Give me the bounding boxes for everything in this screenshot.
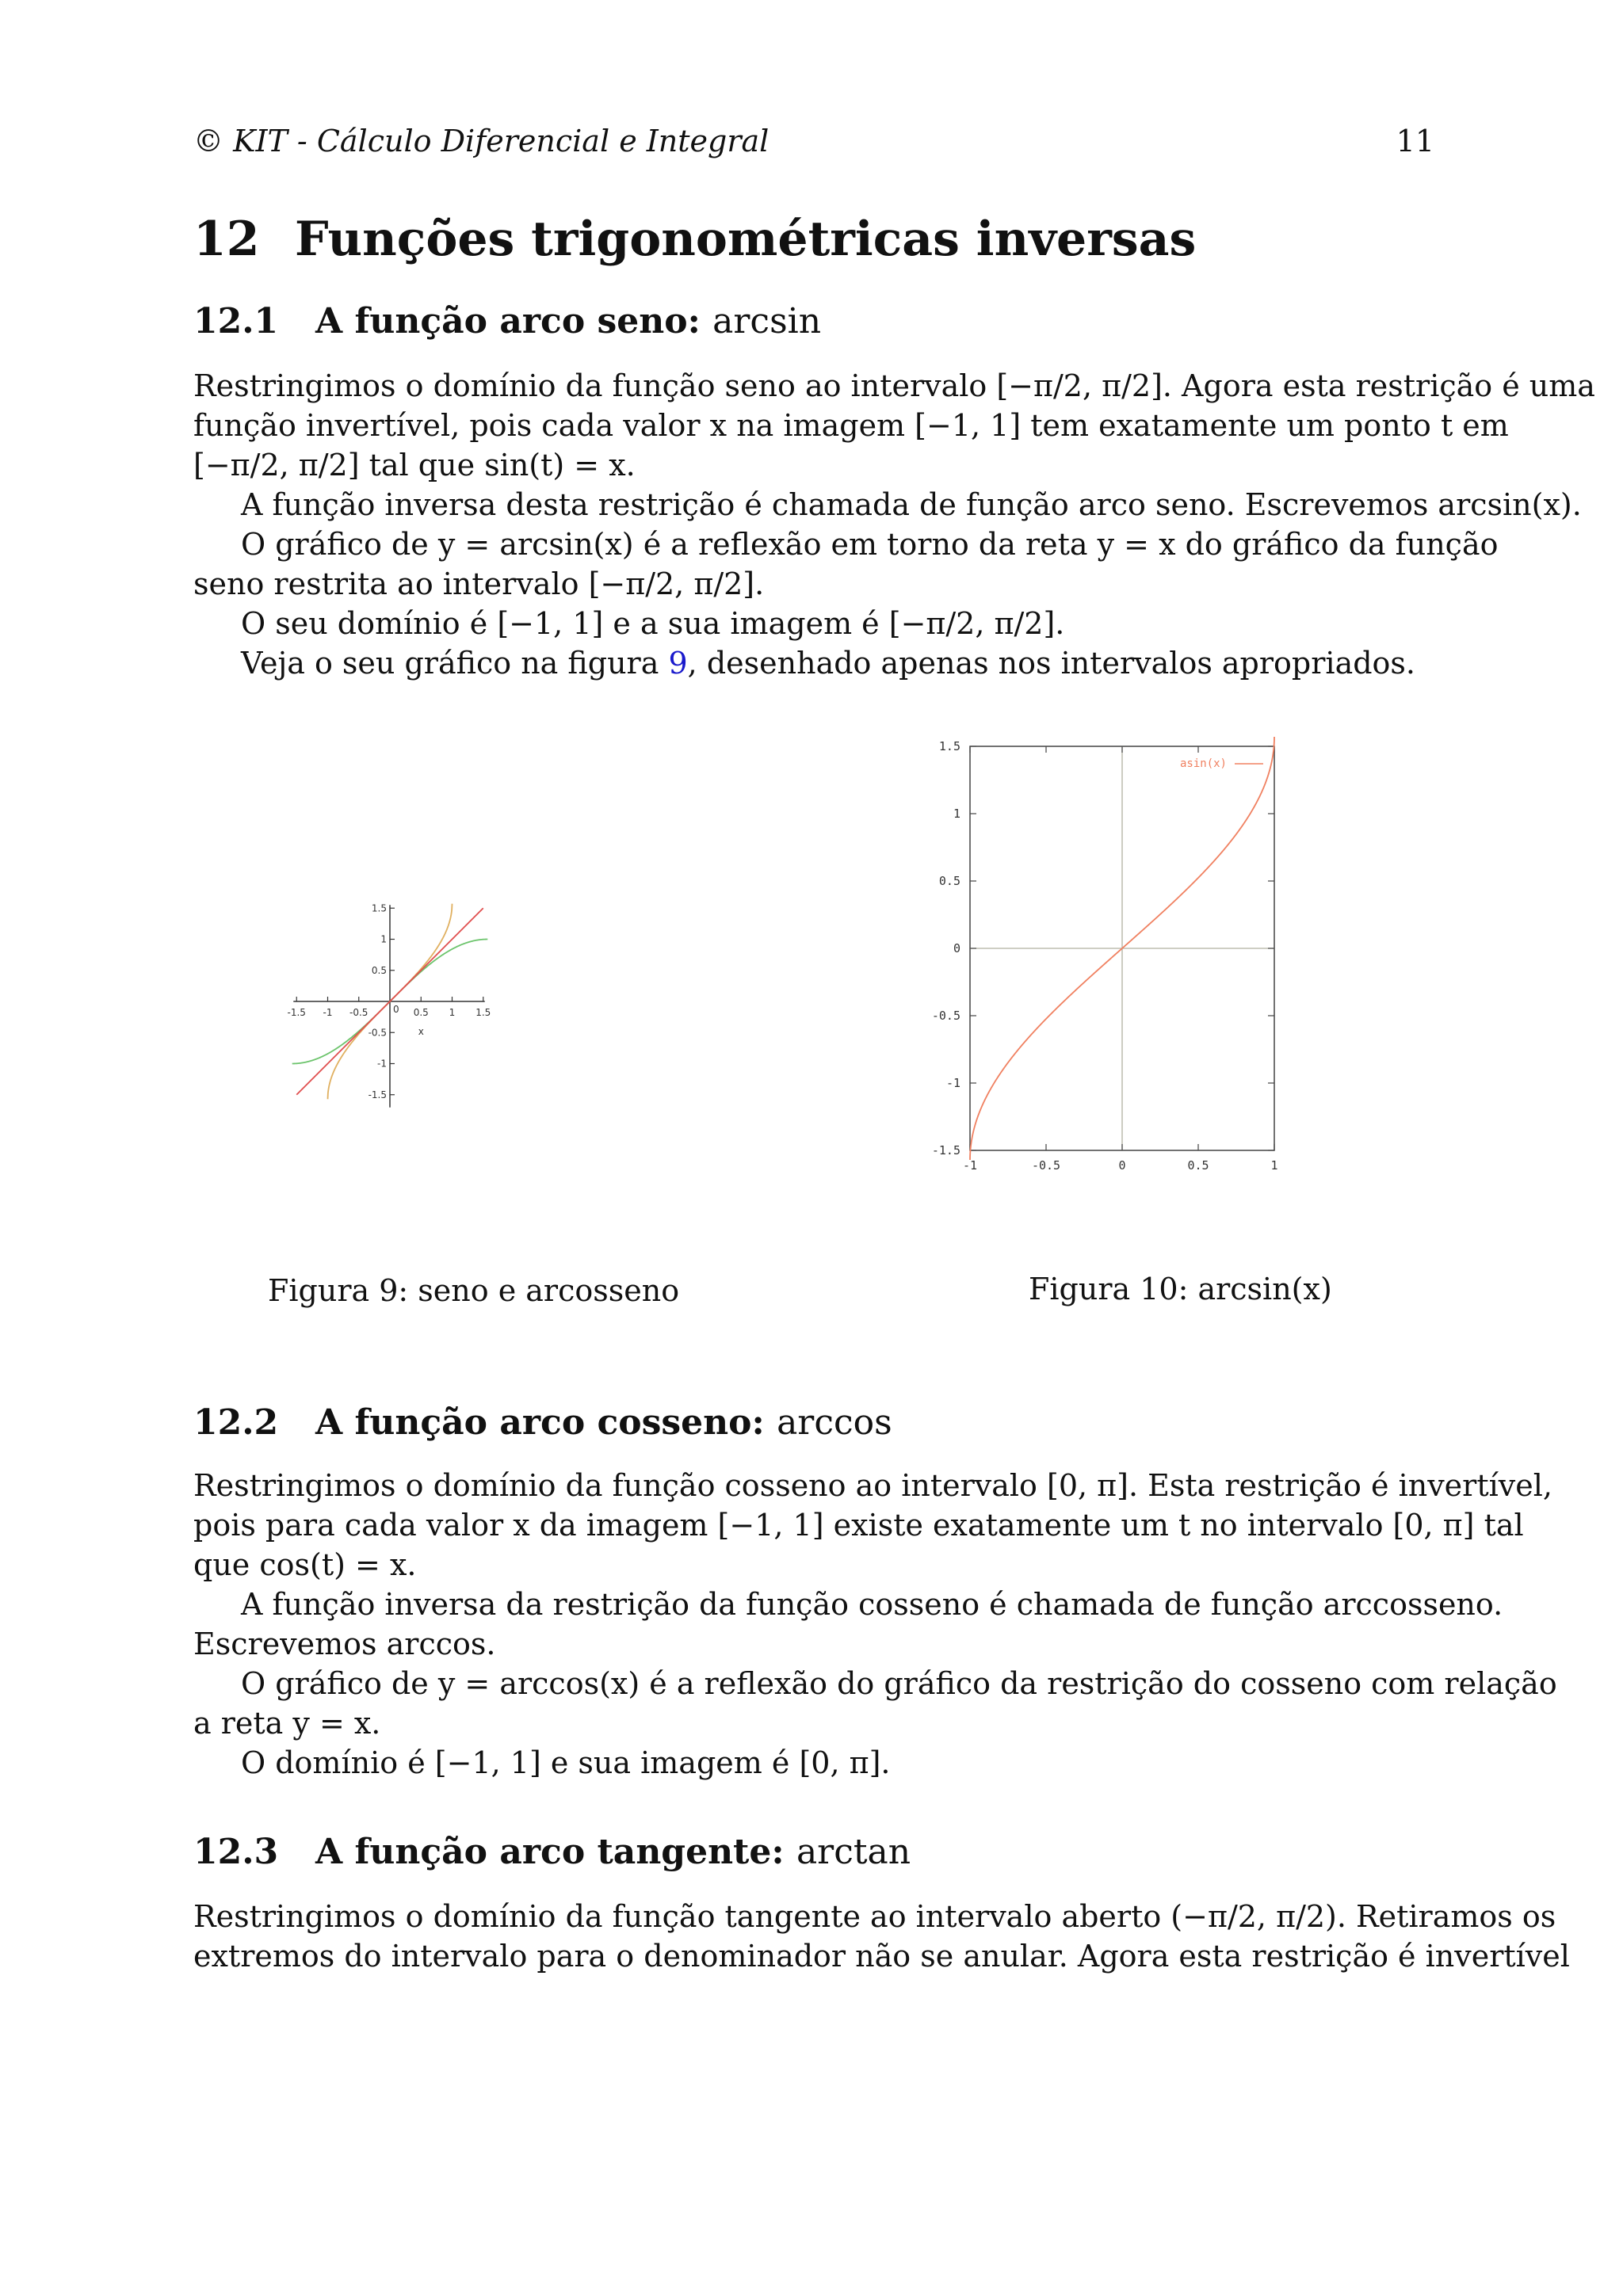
text-line: O gráfico de y = arccos(x) é a reflexão do gráfico da restrição do cosseno com relação <box>241 1666 1557 1701</box>
x-tick-label: 0 <box>1118 1158 1126 1173</box>
x-tick-label: -1.5 <box>287 1007 306 1018</box>
figure-ref-text: Veja o seu gráfico na figura <box>241 646 659 681</box>
subsection-title: A função arco seno: <box>315 301 701 341</box>
text-line: que cos(t) = x. <box>193 1547 417 1582</box>
x-tick-label: 0 <box>393 1004 399 1015</box>
text-line: A função inversa da restrição da função cosseno é chamada de função arccosseno. <box>241 1587 1503 1622</box>
y-tick-label: -1 <box>945 1076 960 1090</box>
figure-10-caption: Figura 10: arcsin(x) <box>1029 1272 1332 1306</box>
text-line: A função inversa desta restrição é chamada de função arco seno. Escrevemos arcsin(x). <box>241 487 1582 522</box>
y-tick-label: 0 <box>953 941 960 955</box>
y-tick-label: 1.5 <box>371 902 387 914</box>
y-tick-label: -1.5 <box>368 1089 387 1100</box>
figure-9-link[interactable]: 9 <box>668 646 688 681</box>
x-tick-label: 1 <box>1270 1158 1278 1173</box>
figure-9-caption: Figura 9: seno e arcosseno <box>268 1273 680 1308</box>
text-line: extremos do intervalo para o denominador não se anular. Agora esta restrição é invertível <box>193 1939 1570 1974</box>
text-line: seno restrita ao intervalo [−π/2, π/2]. <box>193 566 765 601</box>
text-line: [−π/2, π/2] tal que sin(t) = x. <box>193 448 636 482</box>
x-tick-label: -0.5 <box>1031 1158 1061 1173</box>
subsection-heading-arctan <box>193 1829 911 1876</box>
subsection-code: arctan <box>796 1832 911 1872</box>
text-line: Escrevemos arccos. <box>193 1627 496 1661</box>
section-heading <box>193 208 1196 271</box>
text-line: O gráfico de y = arcsin(x) é a reflexão em torno da reta y = x do gráfico da função <box>241 527 1499 562</box>
y-tick-label: 0.5 <box>371 964 387 976</box>
y-tick-label: -0.5 <box>368 1027 387 1039</box>
x-tick-label: -1 <box>323 1007 333 1018</box>
y-tick-label: -1.5 <box>931 1143 960 1158</box>
subsection-number: 12.1 <box>193 301 279 341</box>
text-line: função invertível, pois cada valor x na imagem [−1, 1] tem exatamente um ponto t em <box>193 408 1509 443</box>
text-line: pois para cada valor x da imagem [−1, 1] existe exatamente um t no intervalo [0, π] tal <box>193 1508 1524 1543</box>
text-line: Restringimos o domínio da função tangente ao intervalo aberto (−π/2, π/2). Retiramos os <box>193 1899 1556 1934</box>
text-line: O seu domínio é [−1, 1] e a sua imagem é [−π/2, π/2]. <box>241 606 1065 641</box>
subsection-code: arccos <box>777 1402 892 1443</box>
text-line: O domínio é [−1, 1] e sua imagem é [0, π]. <box>241 1745 891 1780</box>
running-head-title: © KIT - Cálculo Diferencial e Integral <box>193 124 769 158</box>
x-tick-label: 1.5 <box>475 1007 491 1018</box>
section-title: Funções trigonométricas inversas <box>295 212 1197 267</box>
y-tick-label: -1 <box>377 1058 387 1070</box>
subsection-heading-arccos <box>193 1399 892 1447</box>
paragraph-arccos <box>193 1466 1557 1783</box>
x-tick-label: 0.5 <box>1187 1158 1209 1173</box>
section-number: 12 <box>193 212 260 267</box>
paragraph-arcsin <box>193 366 1595 683</box>
subsection-title: A função arco cosseno: <box>315 1402 765 1443</box>
subsection-number: 12.3 <box>193 1832 279 1872</box>
text-line: a reta y = x. <box>193 1706 381 1741</box>
y-tick-label: 1.5 <box>938 739 960 753</box>
subsection-title: A função arco tangente: <box>315 1832 785 1872</box>
text-line-figure-ref <box>193 643 1434 683</box>
text-line: Restringimos o domínio da função seno ao intervalo [−π/2, π/2]. Agora esta restrição é uma <box>193 368 1595 403</box>
paragraph-arctan <box>193 1897 1570 1976</box>
x-tick-label: 1 <box>449 1007 456 1018</box>
figure-9-sine-arcsine-plot <box>190 792 602 1188</box>
y-tick-label: -0.5 <box>931 1009 960 1023</box>
x-tick-label: -1 <box>962 1158 978 1173</box>
figure-10-arcsin-plot <box>911 737 1292 1188</box>
subsection-heading-arcsin <box>193 298 821 345</box>
text-line: Restringimos o domínio da função cosseno ao intervalo [0, π]. Esta restrição é invertível, <box>193 1468 1552 1503</box>
x-tick-label: 0.5 <box>413 1007 429 1018</box>
subsection-code: arcsin <box>712 301 822 341</box>
page-number: 11 <box>1396 124 1434 158</box>
y-tick-label: 1 <box>380 933 387 945</box>
y-tick-label: 0.5 <box>938 874 960 888</box>
y-tick-label: 1 <box>953 807 960 821</box>
legend-label: asin(x) <box>1179 757 1227 770</box>
running-head <box>193 119 1434 163</box>
subsection-number: 12.2 <box>193 1402 279 1443</box>
x-axis-label: x <box>418 1026 424 1037</box>
x-tick-label: -0.5 <box>349 1007 369 1018</box>
figure-ref-text-tail: , desenhado apenas nos intervalos apropriados. <box>687 646 1416 681</box>
